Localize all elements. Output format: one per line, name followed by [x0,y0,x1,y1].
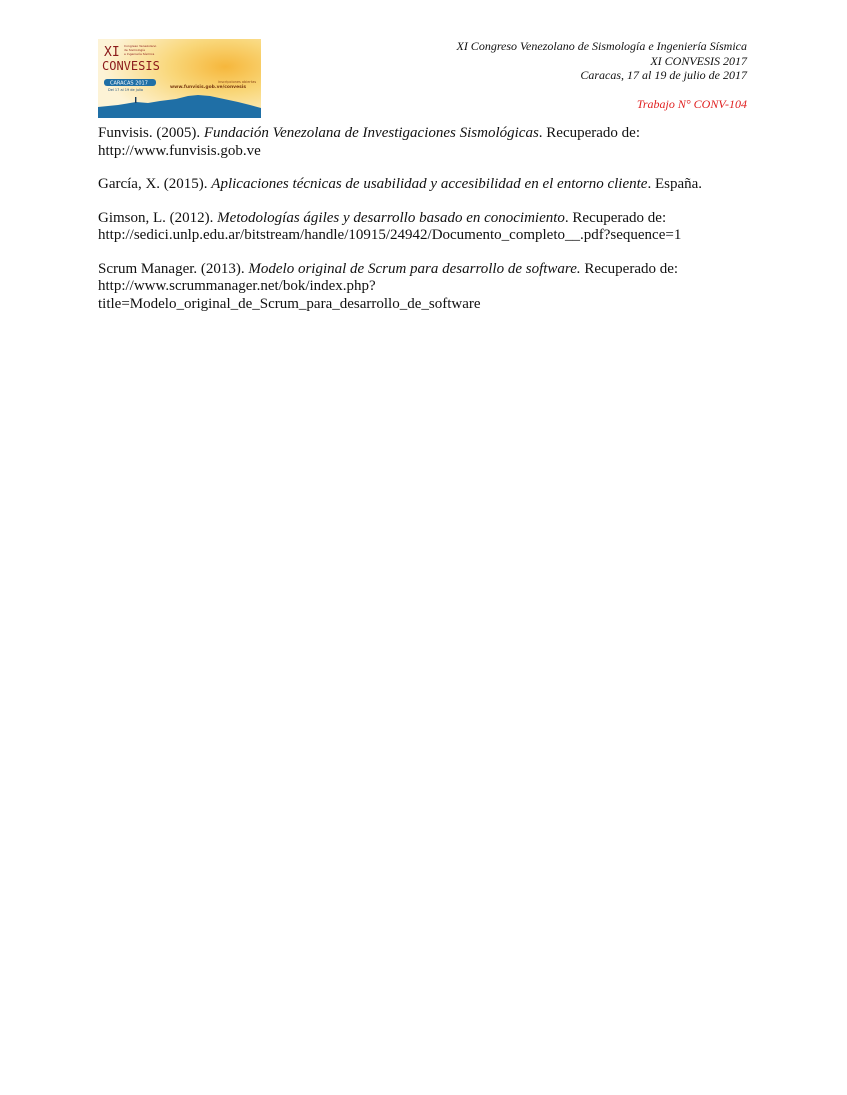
reference-suffix: Recuperado de: [580,260,679,277]
congress-title: XI Congreso Venezolano de Sismología e Ingeniería Sísmica [456,39,747,53]
reference-item [98,176,747,194]
svg-text:de Sismología: de Sismología [124,48,146,52]
svg-text:CARACAS 2017: CARACAS 2017 [110,80,148,87]
svg-text:www.funvisis.gob.ve/convesis: www.funvisis.gob.ve/convesis [170,85,247,90]
reference-url: http://sedici.unlp.edu.ar/bitstream/handle/10915/24942/Documento_completo__.pdf?sequence=1 [98,227,682,243]
reference-author: García, X. (2015). [98,176,212,192]
congress-place-date: Caracas, 17 al 19 de julio de 2017 [580,68,747,83]
convesis-logo [98,39,261,118]
svg-text:e Ingeniería Sísmica: e Ingeniería Sísmica [124,52,155,56]
reference-url: http://www.funvisis.gob.ve [98,142,261,159]
svg-text:XI: XI [104,45,120,60]
svg-text:CONVESIS: CONVESIS [102,59,160,73]
reference-suffix: . España. [647,176,703,192]
reference-item [98,210,747,245]
reference-author: Funvisis. (2005). [98,125,204,141]
reference-author: Scrum Manager. (2013). [98,260,249,277]
reference-title: Aplicaciones técnicas de usabilidad y accesibilidad en el entorno cliente [211,176,648,192]
reference-title: Modelo original de Scrum para desarrollo de software. [248,260,581,277]
reference-item [98,125,747,160]
paper-id: Trabajo N° CONV-104 [636,96,747,111]
reference-suffix: . Recuperado de: [538,125,640,141]
svg-text:Del 17 al 19 de julio: Del 17 al 19 de julio [108,88,144,92]
congress-edition: XI CONVESIS 2017 [650,53,747,68]
reference-item [98,261,747,314]
svg-text:inscripciones abiertas: inscripciones abiertas [218,80,257,84]
reference-url-continued: title=Modelo_original_de_Scrum_para_desarrollo_de_software [98,295,481,312]
congress-header [327,39,747,111]
reference-title: Metodologías ágiles y desarrollo basado en conocimiento [217,209,565,226]
reference-suffix: . Recuperado de: [564,209,667,226]
reference-title: Fundación Venezolana de Investigaciones Sismológicas [203,125,539,141]
reference-list [98,125,747,329]
reference-author: Gimson, L. (2012). [98,209,218,226]
reference-url: http://www.scrummanager.net/bok/index.php? [98,278,376,294]
svg-text:Congreso Venezolano: Congreso Venezolano [124,44,157,48]
